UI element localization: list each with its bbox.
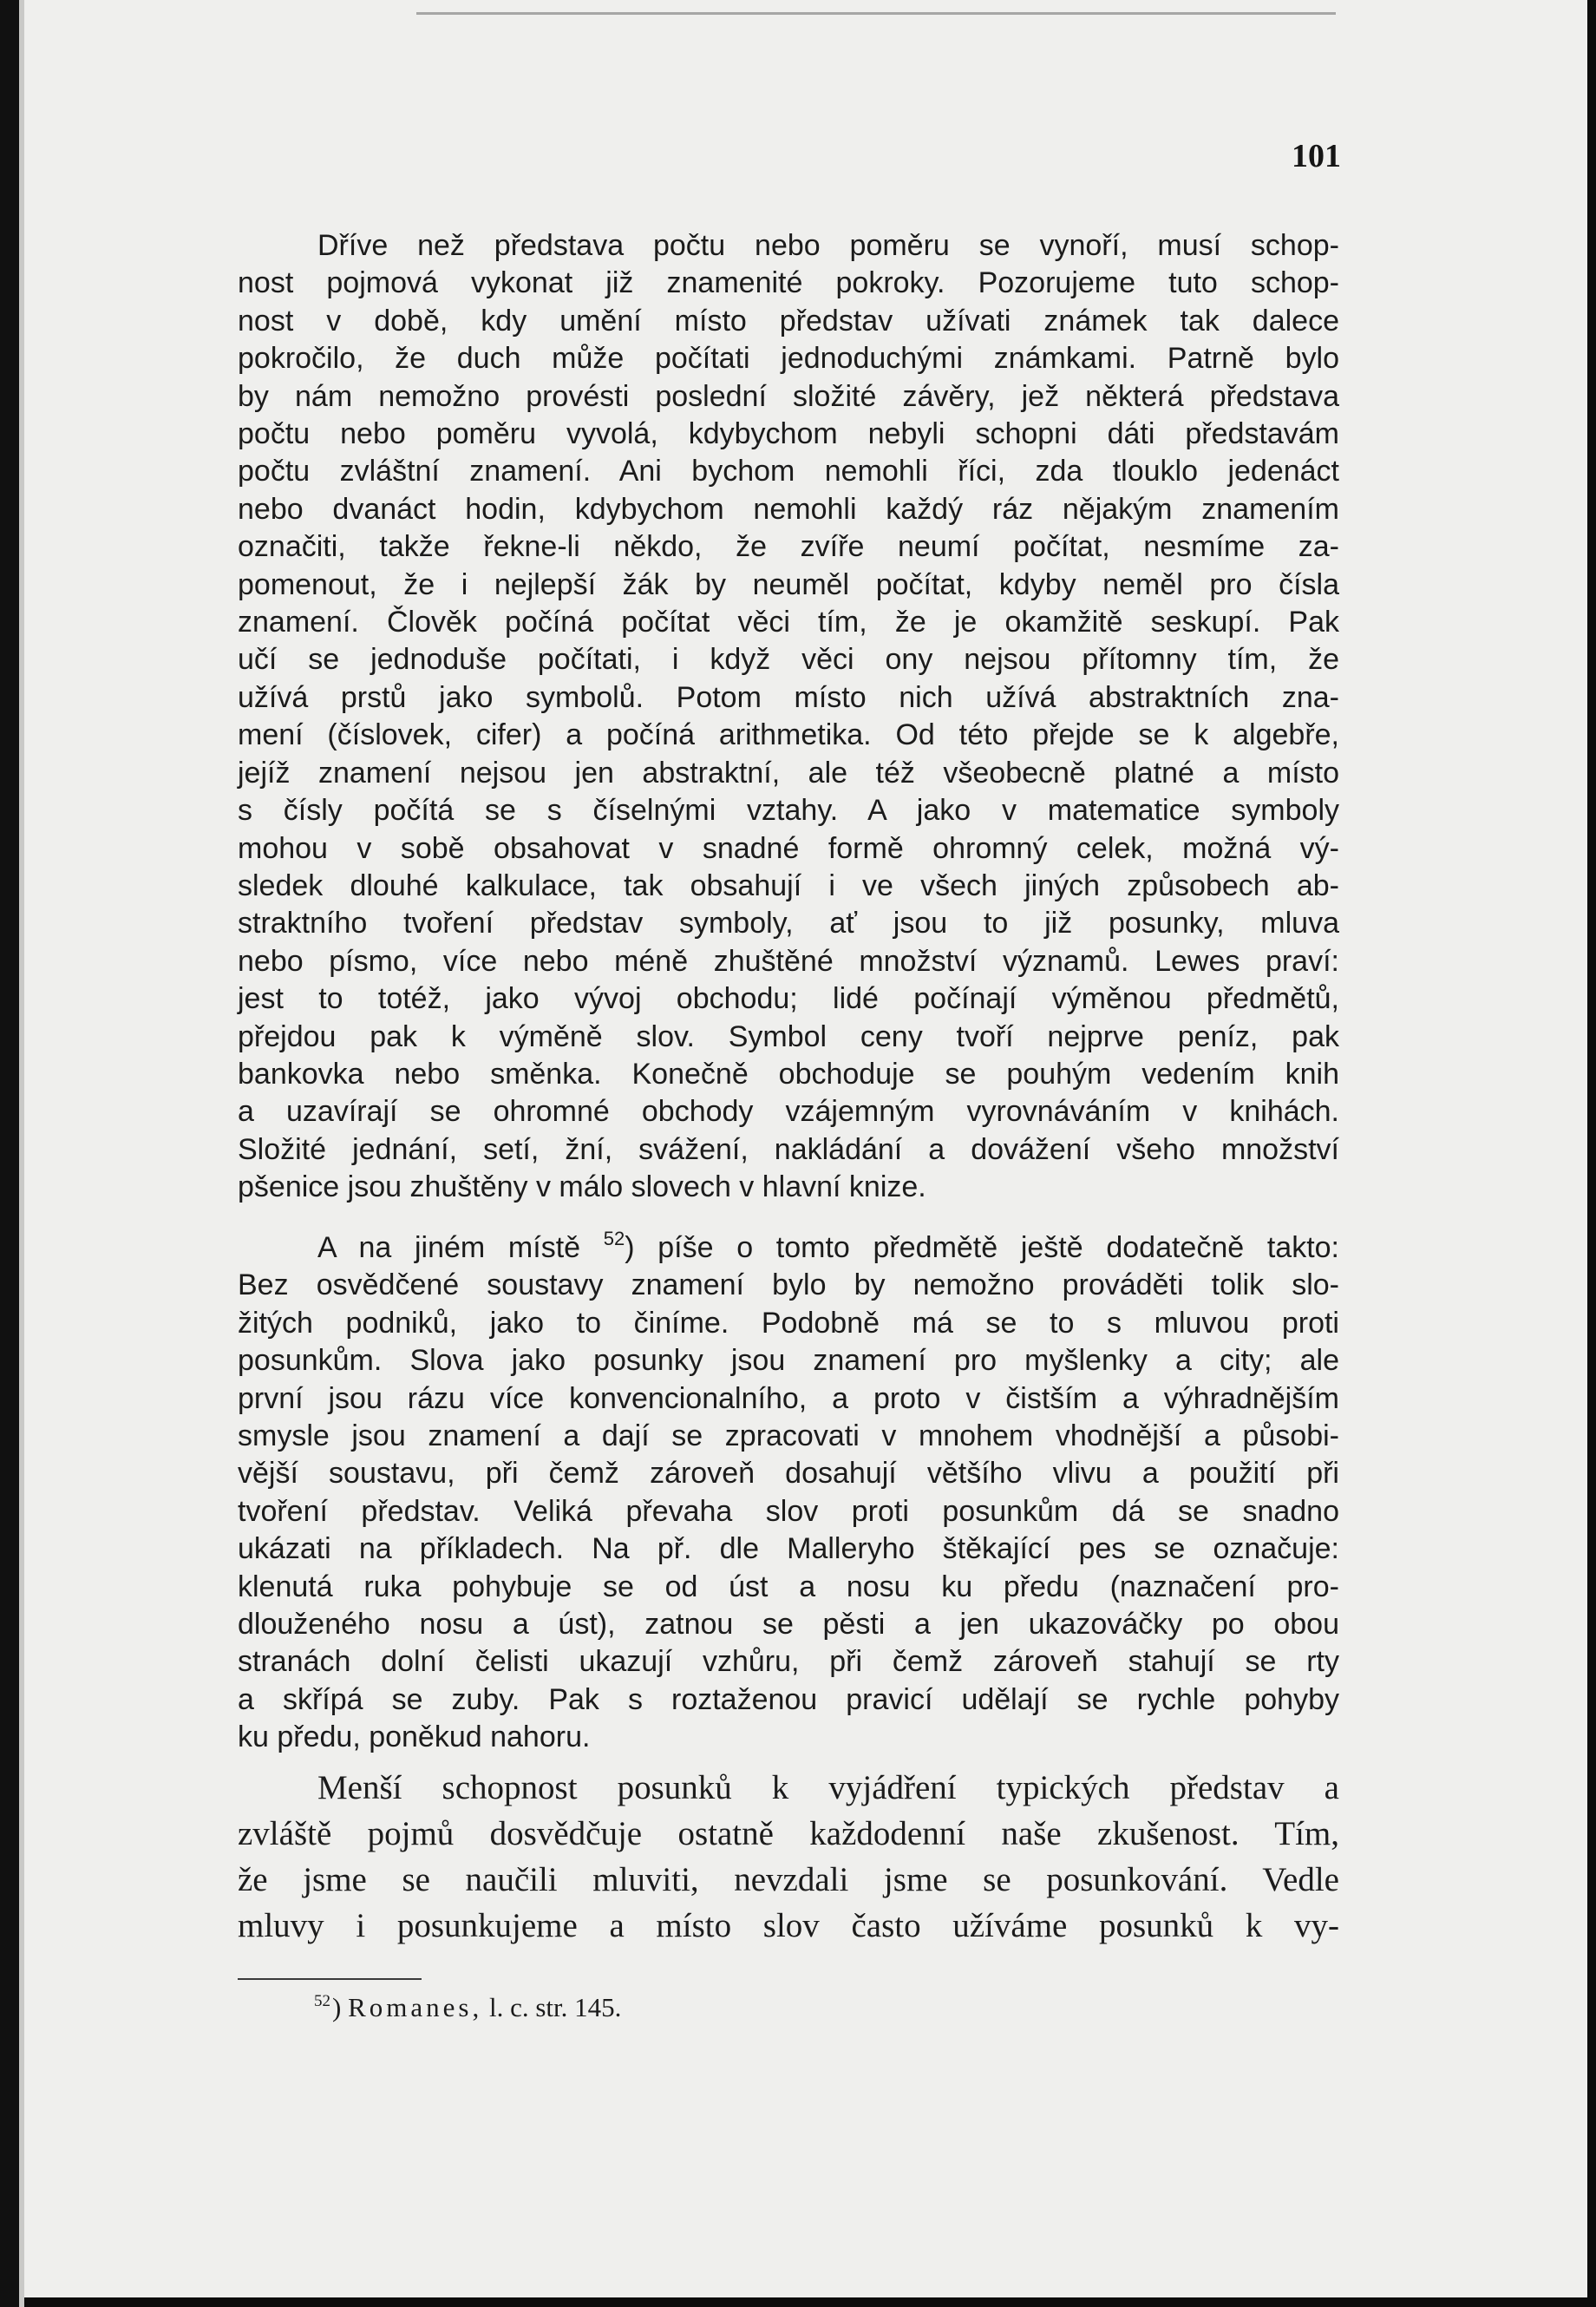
- text-line: označiti, takže řekne-li někdo, že zvíře neumí počítat, nesmíme za-: [238, 530, 1339, 564]
- text-fragment: A na jiném místě: [317, 1231, 604, 1264]
- text-line: bankovka nebo směnka. Konečně obchoduje se pouhým vedením knih: [238, 1057, 1339, 1091]
- footnote: [314, 1992, 621, 2023]
- text-line: pokročilo, že duch může počítati jednoduchými známkami. Patrně bylo: [238, 342, 1339, 376]
- text-line: stranách dolní čelisti ukazují vzhůru, při čemž zároveň stahují se rty: [238, 1645, 1339, 1679]
- text-line: straktního tvoření představ symboly, ať jsou to již posunky, mluva: [238, 907, 1339, 940]
- text-line: pomenout, že i nejlepší žák by neuměl počítat, kdyby neměl pro čísla: [238, 567, 1339, 601]
- footnote-divider: [238, 1978, 422, 1980]
- text-line: mení (číslovek, cifer) a počíná arithmetika. Od této přejde se k algebře,: [238, 718, 1339, 752]
- text-line: počtu nebo poměru vyvolá, kdybychom nebyli schopni dáti představám: [238, 417, 1339, 451]
- top-edge-rule: [416, 12, 1336, 15]
- text-line: žitých podniků, jako to činíme. Podobně má se to s mluvou proti: [238, 1306, 1339, 1340]
- text-line: učí se jednoduše počítati, i když věci ony nejsou přítomny tím, že: [238, 643, 1339, 677]
- footnote-reference-text: l. c. str. 145.: [482, 1992, 622, 2022]
- scan-left-edge-highlight: [19, 0, 24, 2307]
- text-line: užívá prstů jako symbolů. Potom místo nich užívá abstraktních zna-: [238, 680, 1339, 714]
- text-line: ku předu, poněkud nahoru.: [238, 1720, 591, 1754]
- text-line: nebo písmo, více nebo méně zhuštěné množství významů. Lewes praví:: [238, 944, 1339, 978]
- footnote-mark: 52: [314, 1992, 330, 2010]
- text-line: nost pojmová vykonat již znamenité pokroky. Pozorujeme tuto schop-: [238, 266, 1339, 300]
- text-line: počtu zvláštní znamení. Ani bychom nemohli říci, zda tlouklo jedenáct: [238, 455, 1339, 488]
- text-line: zvláště pojmů dosvědčuje ostatně každodenní naše zkušenost. Tím,: [238, 1815, 1339, 1852]
- footnote-author: Romanes,: [348, 1992, 483, 2022]
- footnote-reference: 52: [603, 1228, 625, 1249]
- text-line: Bez osvědčené soustavy znamení bylo by nemožno prováděti tolik slo-: [238, 1268, 1339, 1302]
- paragraph-3: [238, 1765, 1339, 1949]
- text-line: sledek dlouhé kalkulace, tak obsahují i ve všech jiných způsobech ab-: [238, 868, 1339, 902]
- text-line: Složité jednání, setí, žní, svážení, nakládání a dovážení všeho množství: [238, 1132, 1339, 1166]
- text-line: dlouženého nosu a úst), zatnou se pěsti a jen ukazováčky po obou: [238, 1608, 1339, 1642]
- text-line: mohou v sobě obsahovat v snadné formě ohromný celek, možná vý-: [238, 831, 1339, 865]
- text-line: vější soustavu, při čemž zároveň dosahují většího vlivu a použití při: [238, 1457, 1339, 1491]
- paragraph-2: [238, 1220, 1339, 1757]
- paragraph-1: [238, 227, 1339, 1207]
- text-line: přejdou pak k výměně slov. Symbol ceny tvoří nejprve peníz, pak: [238, 1019, 1339, 1053]
- text-line: Menší schopnost posunků k vyjádření typických představ a: [317, 1769, 1339, 1806]
- text-line: že jsme se naučili mluviti, nevzdali jsme se posunkování. Vedle: [238, 1861, 1339, 1898]
- text-line: a uzavírají se ohromné obchody vzájemným vyrovnáváním v knihách.: [238, 1095, 1339, 1129]
- text-line: mluvy i posunkujeme a místo slov často užíváme posunků k vy-: [238, 1907, 1339, 1944]
- text-line: pšenice jsou zhuštěny v málo slovech v hlavní knize.: [238, 1170, 926, 1204]
- text-line: smysle jsou znamení a dají se zpracovati v mnohem vhodnější a působi-: [238, 1419, 1339, 1453]
- text-line: tvoření představ. Veliká převaha slov proti posunkům dá se snadno: [238, 1494, 1339, 1528]
- text-line: posunkům. Slova jako posunky jsou znamení pro myšlenky a city; ale: [238, 1344, 1339, 1378]
- text-line: a skřípá se zuby. Pak s roztaženou pravicí udělají se rychle pohyby: [238, 1682, 1339, 1716]
- text-line: ukázati na příkladech. Na př. dle Malleryho štěkající pes se označuje:: [238, 1532, 1339, 1566]
- text-line: znamení. Člověk počíná počítat věci tím, že je okamžitě seskupí. Pak: [238, 606, 1339, 639]
- text-fragment: ) píše o tomto předmětě ještě dodatečně takto:: [625, 1231, 1340, 1264]
- text-line: s čísly počítá se s číselnými vztahy. A jako v matematice symboly: [238, 794, 1339, 828]
- text-line: Dříve než představa počtu nebo poměru se vynoří, musí schop-: [317, 229, 1339, 262]
- text-line: by nám nemožno provésti poslední složité závěry, jež některá představa: [238, 379, 1339, 413]
- text-line: nost v době, kdy umění místo představ užívati známek tak dalece: [238, 304, 1339, 338]
- text-line: klenutá ruka pohybuje se od úst a nosu ku předu (naznačení pro-: [238, 1570, 1339, 1603]
- text-line: jejíž znamení nejsou jen abstraktní, ale též všeobecně platné a místo: [238, 756, 1339, 790]
- text-line: nebo dvanáct hodin, kdybychom nemohli každý ráz nějakým znamením: [238, 492, 1339, 526]
- footnote-paren: ): [332, 1992, 349, 2022]
- text-line: jest to totéž, jako vývoj obchodu; lidé počínají výměnou předmětů,: [238, 982, 1339, 1016]
- text-line: [238, 1220, 1339, 1267]
- page-number: 101: [1292, 138, 1341, 174]
- scan-left-edge: [0, 0, 19, 2307]
- text-line: první jsou rázu více konvencionalního, a proto v čistším a výhradnějším: [238, 1381, 1339, 1415]
